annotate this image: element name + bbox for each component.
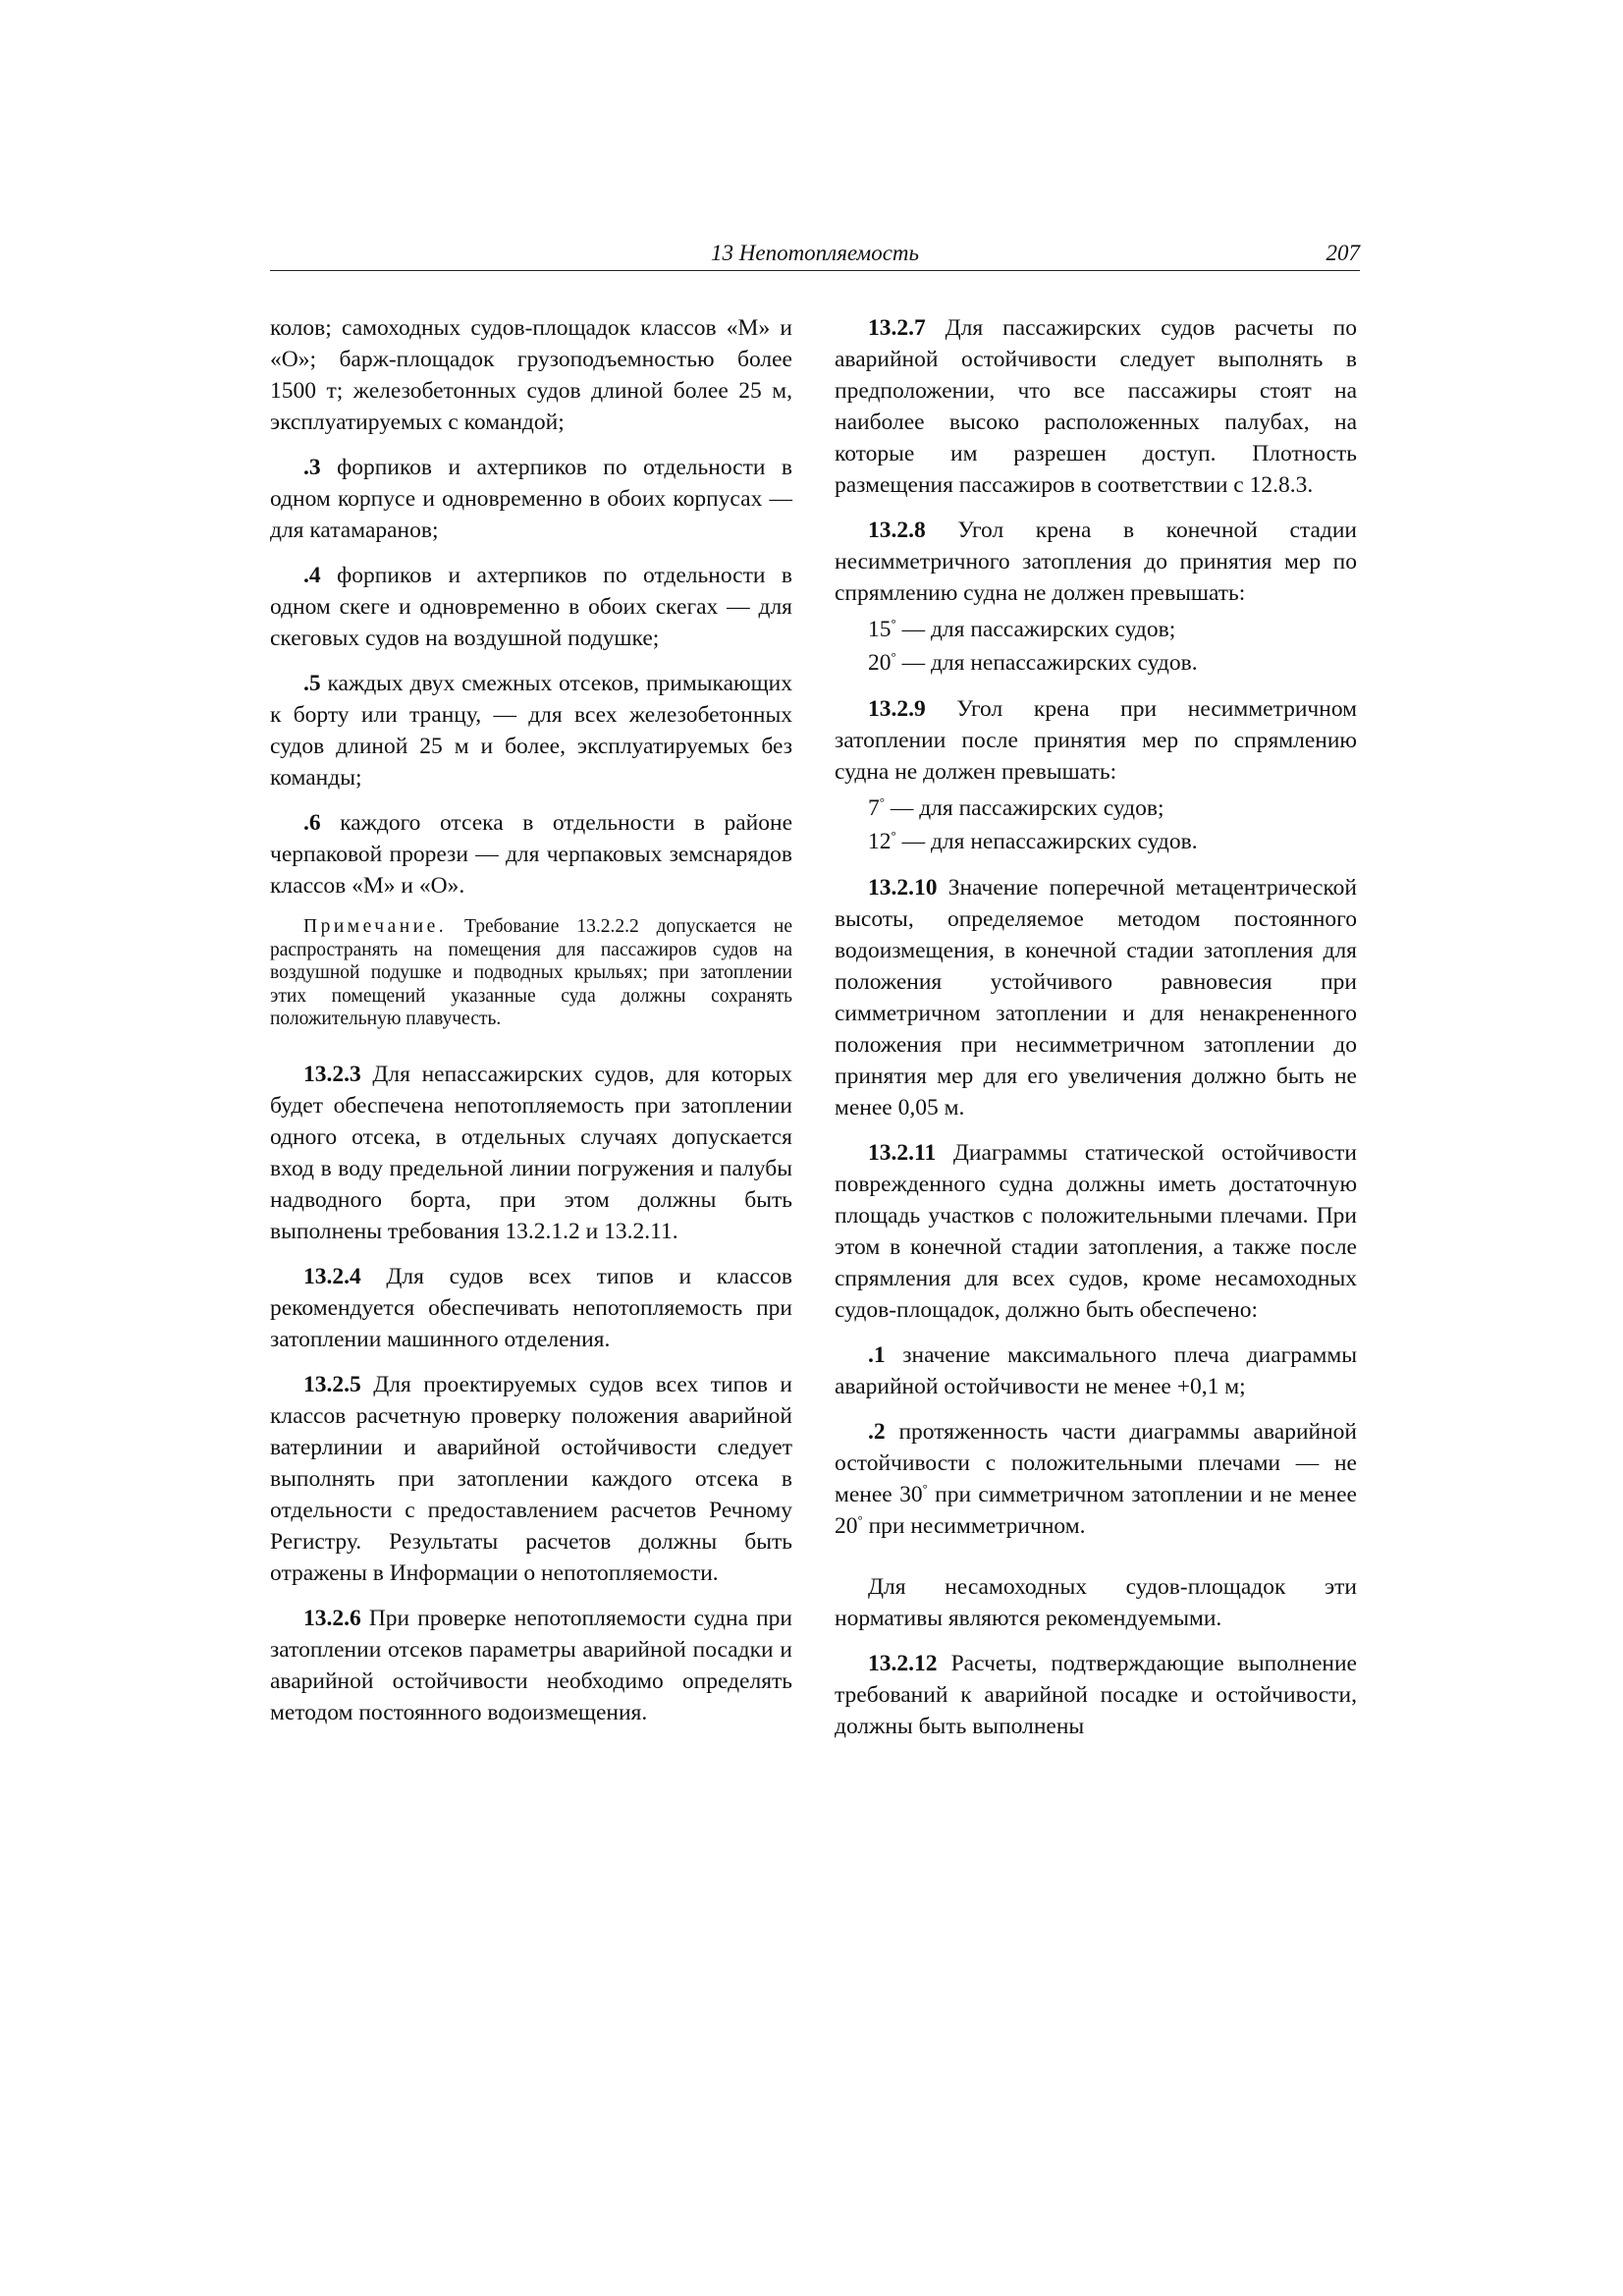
section-text: Для судов всех типов и классов рекомендуется обеспечивать непотопляемость при затоплении машинного отделения. xyxy=(270,1263,792,1352)
item-text: форпиков и ахтерпиков по отдельности в одном корпусе и одновременно в обоих корпусах — для катамаранов; xyxy=(270,455,792,543)
section-13-2-8 xyxy=(835,515,1357,609)
list-item-4 xyxy=(270,560,792,654)
section-number: 13.2.6 xyxy=(303,1605,361,1631)
section-number: 13.2.11 xyxy=(868,1140,937,1166)
section-text: Значение поперечной метацентрической высоты, определяемое методом постоянного водоизмещения, в конечной стадии затопления для положения устойчивого равновесия при симметричном затоплении и для ненакрененного положения при несимметричном затоплении до принятия мер для его увеличения должно быть не менее 0,05 м. xyxy=(835,875,1357,1121)
item-number: .5 xyxy=(303,671,321,696)
item-text: форпиков и ахтерпиков по отдельности в одном скеге и одновременно в обоих скегах — для скеговых судов на воздушной подушке; xyxy=(270,563,792,651)
section-text: Для непассажирских судов, для которых будет обеспечена непотопляемость при затоплении одного отсека, в отдельных случаях допускается вход в воду предельной линии погружения и палубы надводного борта, при этом должны быть выполнены требования 13.2.1.2 и 13.2.11. xyxy=(270,1061,792,1244)
list-item-2: .2 протяженность части диаграммы аварийной остойчивости с положительными плечами — не менее 30° при симметричном затоплении и не менее 20° при несимметричном. xyxy=(835,1419,1357,1539)
list-item-6 xyxy=(270,807,792,902)
section-number: 13.2.9 xyxy=(868,696,926,722)
section-13-2-7 xyxy=(835,312,1357,501)
left-column xyxy=(270,312,792,1742)
list-item-1 xyxy=(835,1339,1357,1402)
heel-angle-item: 7° — для пассажирских судов; xyxy=(868,794,1164,821)
note xyxy=(270,915,792,1031)
recommendation-paragraph: Для несамоходных судов-площадок эти нормативы являются рекомендуемыми. xyxy=(835,1574,1357,1631)
section-text: Для пассажирских судов расчеты по аварийной остойчивости следует выполнять в предположении, что все пассажиры стоят на наиболее высоко расположенных палубах, на которые им разрешен доступ. Плотность размещения пассажиров в соответствии с 12.8.3. xyxy=(835,315,1357,498)
item-number: .6 xyxy=(303,810,321,836)
section-text: Угол крена при несимметричном затоплении после принятия мер по спрямлению судна не должен превышать: xyxy=(835,696,1357,785)
item-text: значение максимального плеча диаграммы аварийной остойчивости не менее +0,1 м; xyxy=(835,1342,1357,1399)
section-number: 13.2.4 xyxy=(303,1263,361,1289)
section-13-2-4 xyxy=(270,1261,792,1355)
section-number: 13.2.7 xyxy=(868,315,926,341)
item-number: .2 xyxy=(868,1419,886,1445)
section-text: Угол крена в конечной стадии несимметричного затопления до принятия мер по спрямлению судна не должен превышать: xyxy=(835,518,1357,606)
section-text: Расчеты, подтверждающие выполнение требований к аварийной посадке и остойчивости, должны быть выполнены xyxy=(835,1651,1357,1739)
heel-angle-item: 15° — для пассажирских судов; xyxy=(868,616,1176,642)
section-13-2-10 xyxy=(835,872,1357,1123)
heel-angle-item: 12° — для непассажирских судов. xyxy=(868,828,1198,854)
section-13-2-6 xyxy=(270,1603,792,1728)
section-number: 13.2.12 xyxy=(868,1651,938,1676)
note-label: Примечание. xyxy=(303,916,448,937)
section-number: 13.2.3 xyxy=(303,1061,361,1087)
section-text: Для проектируемых судов всех типов и классов расчетную проверку положения аварийной ватерлинии и аварийной остойчивости следует выполнять при затоплении каждого отсека в отдельности с предоставлением расчетов Речному Регистру. Результаты расчетов должны быть отражены в Информации о непотопляемости. xyxy=(270,1371,792,1586)
item-text: каждых двух смежных отсеков, примыкающих к борту или транцу, — для всех железобетонных судов длиной 25 м и более, эксплуатируемых без команды; xyxy=(270,671,792,791)
running-header xyxy=(270,241,1360,271)
section-13-2-12 xyxy=(835,1648,1357,1742)
paragraph-continuation: колов; самоходных судов-площадок классов «М» и «О»; барж-площадок грузоподъемностью более 1500 т; железобетонных судов длиной более 25 м, эксплуатируемых с командой; xyxy=(270,315,792,435)
item-number: .1 xyxy=(868,1342,886,1368)
list-item-3 xyxy=(270,452,792,546)
section-number: 13.2.5 xyxy=(303,1371,361,1397)
section-13-2-3 xyxy=(270,1059,792,1247)
section-number: 13.2.8 xyxy=(868,518,926,543)
section-13-2-9 xyxy=(835,693,1357,788)
heel-angle-list-8 xyxy=(835,613,1357,680)
section-13-2-5 xyxy=(270,1369,792,1589)
right-column xyxy=(835,312,1357,1756)
heel-angle-list-9 xyxy=(835,792,1357,858)
section-13-2-11 xyxy=(835,1137,1357,1326)
section-text: При проверке непотопляемости судна при затоплении отсеков параметры аварийной посадки и аварийной остойчивости необходимо определять методом постоянного водоизмещения. xyxy=(270,1605,792,1725)
heel-angle-item: 20° — для непассажирских судов. xyxy=(868,649,1198,676)
section-number: 13.2.10 xyxy=(868,875,938,901)
item-number: .4 xyxy=(303,563,321,588)
header-title: 13 Непотопляемость xyxy=(711,241,919,265)
note-text: Требование 13.2.2.2 допускается не распространять на помещения для пассажиров судов на воздушной подушке и подводных крыльях; при затоплении этих помещений указанные суда должны сохранять положительную плавучесть. xyxy=(270,916,792,1029)
list-item-5 xyxy=(270,668,792,793)
item-number: .3 xyxy=(303,455,321,480)
section-text: Диаграммы статической остойчивости поврежденного судна должны иметь достаточную площадь участков с положительными плечами. При этом в конечной стадии затопления, а также после спрямления для всех судов, кроме несамоходных судов-площадок, должно быть обеспечено: xyxy=(835,1140,1357,1323)
item-text: каждого отсека в отдельности в районе черпаковой прорези — для черпаковых земснарядов классов «М» и «О». xyxy=(270,810,792,899)
page-number: 207 xyxy=(1325,241,1360,265)
